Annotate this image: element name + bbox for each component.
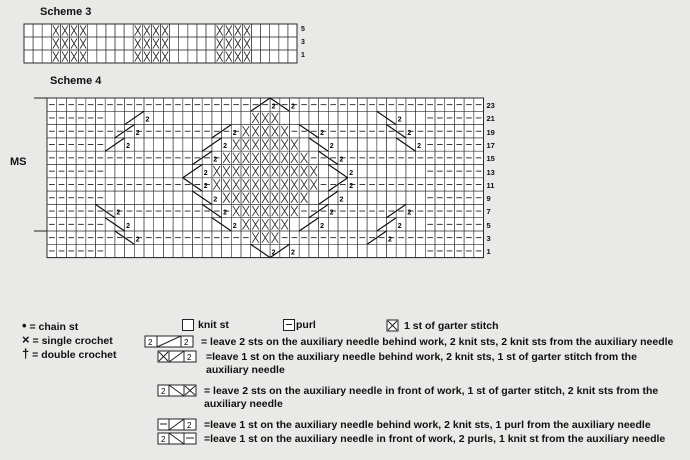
cable-2-x-icon xyxy=(157,384,199,398)
legend-chain xyxy=(22,319,78,334)
scheme4-cable-number: 2 xyxy=(135,129,140,137)
scheme4-cable-number: 2 xyxy=(329,209,334,217)
cable-x-2-icon xyxy=(157,350,199,364)
scheme4-row-number: 9 xyxy=(486,194,491,204)
scheme4-title: Scheme 4 xyxy=(50,75,102,87)
cable-2-purl-icon xyxy=(157,432,199,446)
scheme4-cable-number: 2 xyxy=(339,156,344,164)
scheme4-row-number: 19 xyxy=(486,127,495,137)
single-crochet-icon: × xyxy=(22,332,30,347)
scheme4-row-number: 17 xyxy=(486,140,495,150)
scheme4-row-number: 11 xyxy=(486,180,495,190)
scheme4-row-number: 5 xyxy=(486,220,491,230)
scheme4-row-number: 23 xyxy=(486,101,495,110)
scheme4-row-number: 7 xyxy=(486,207,491,217)
scheme4-cable-number: 2 xyxy=(203,183,208,191)
scheme4-cable-number: 2 xyxy=(407,129,412,137)
scheme3-row-number: 3 xyxy=(301,39,305,46)
scheme3-title: Scheme 3 xyxy=(40,6,92,18)
scheme4-cable-number: 2 xyxy=(232,129,237,137)
double-crochet-icon: † xyxy=(22,346,30,361)
scheme4-cable-number: 2 xyxy=(271,103,276,111)
svg-text:2: 2 xyxy=(184,338,189,347)
chain-icon: • xyxy=(22,318,27,333)
scheme4-cable-number: 2 xyxy=(213,196,218,204)
legend-purl-label: purl xyxy=(296,319,316,331)
legend-double-label: = double crochet xyxy=(32,349,117,361)
svg-text:2: 2 xyxy=(148,338,153,347)
scheme4-cable-number: 2 xyxy=(407,209,412,217)
scheme4-cable-number: 2 xyxy=(223,143,228,151)
legend-cable-1: = leave 2 sts on the auxiliary needle behind work, 2 knit sts, 2 knit sts from the auxiliary needle xyxy=(201,336,674,348)
legend-cable-2: =leave 1 st on the auxiliary needle behind work, 2 knit sts, 1 st of garter stitch from the auxiliary needle xyxy=(206,351,637,376)
legend-cable-5: =leave 1 st on the auxiliary needle in front of work, 2 purls, 1 knit st from the auxiliary needle xyxy=(204,433,666,445)
scheme4-cable-number: 2 xyxy=(349,183,354,191)
legend-single xyxy=(22,333,113,348)
cable-2-2-icon xyxy=(144,335,196,349)
legend-cable-4: =leave 1 st on the auxiliary needle behind work, 2 knit sts, 1 purl from the auxiliary needle xyxy=(204,419,651,431)
scheme4-cable-number: 2 xyxy=(388,236,392,244)
scheme3-row-number: 1 xyxy=(301,52,305,59)
scheme4-cable-number: 2 xyxy=(320,129,325,137)
scheme4-cable-number: 2 xyxy=(349,169,354,177)
scheme4-cable-number: 2 xyxy=(397,116,402,124)
scheme4-cable-number: 2 xyxy=(232,223,237,230)
scheme4-cable-number: 2 xyxy=(126,223,131,230)
scheme4-cable-number: 2 xyxy=(291,103,295,111)
legend-double xyxy=(22,347,116,362)
scheme4-cable-number: 2 xyxy=(271,249,276,257)
scheme4-cable-number: 2 xyxy=(213,156,218,164)
scheme4-cable-number: 2 xyxy=(126,143,131,151)
scheme4-cable-number: 2 xyxy=(339,196,344,204)
scheme4-cable-number: 2 xyxy=(329,143,334,151)
svg-text:2: 2 xyxy=(161,435,166,444)
cable-purl-2-icon xyxy=(157,418,199,432)
legend-knit-label: knit st xyxy=(198,319,229,331)
scheme4-cable-number: 2 xyxy=(223,209,228,217)
scheme4-cable-number: 2 xyxy=(397,223,402,230)
svg-text:2: 2 xyxy=(187,421,192,430)
legend-single-label: = single crochet xyxy=(32,335,113,347)
legend-cable-3: = leave 2 sts on the auxiliary needle in front of work, 1 st of garter stitch, 2 knit sts from the auxiliary needle xyxy=(204,385,659,410)
scheme4-cable-number: 2 xyxy=(320,223,325,230)
svg-text:2: 2 xyxy=(187,353,192,362)
scheme4-row-number: 1 xyxy=(486,247,491,257)
scheme4-row-number: 15 xyxy=(486,154,495,164)
ms-label: MS xyxy=(10,156,27,168)
svg-text:2: 2 xyxy=(161,387,166,396)
scheme4-cable-number: 2 xyxy=(116,209,121,217)
legend-chain-label: = chain st xyxy=(29,321,79,333)
scheme4-cable-number: 2 xyxy=(417,143,422,151)
scheme4-cable-number: 2 xyxy=(145,116,150,124)
scheme4-row-number: 13 xyxy=(486,167,495,177)
scheme4-cable-number: 2 xyxy=(203,169,208,177)
knit-icon xyxy=(182,319,194,331)
garter-icon xyxy=(386,319,400,333)
legend-garter-label: 1 st of garter stitch xyxy=(404,320,499,332)
scheme3-row-number: 5 xyxy=(301,26,305,33)
scheme4-row-number: 21 xyxy=(486,114,495,124)
scheme4-row-number: 3 xyxy=(486,234,491,243)
purl-icon xyxy=(283,319,295,331)
scheme4-cable-number: 2 xyxy=(135,236,140,244)
scheme4-cable-number: 2 xyxy=(291,249,295,257)
